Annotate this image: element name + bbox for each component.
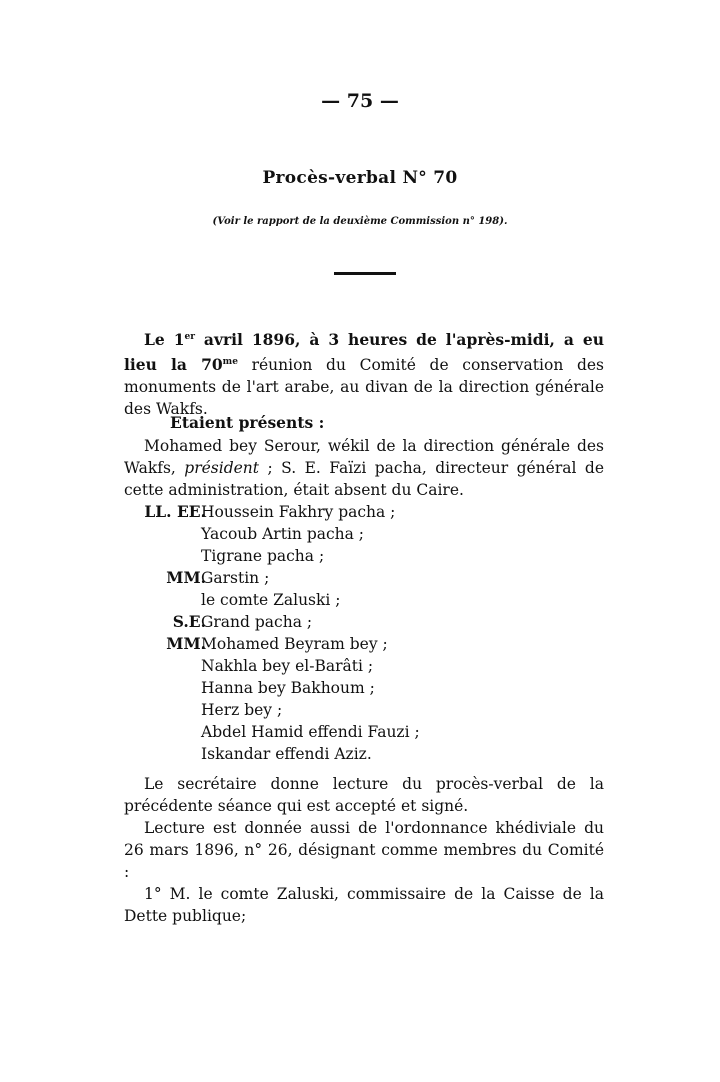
minutes-read-paragraph: Le secrétaire donne lecture du procès-verbal de la précédente séance qui est accepté et signé. bbox=[124, 775, 604, 815]
opening-paragraph-block bbox=[124, 326, 604, 420]
attendee-row bbox=[124, 589, 604, 611]
president-paragraph-block bbox=[124, 435, 604, 501]
opening-paragraph bbox=[124, 326, 604, 420]
attendee-list bbox=[124, 501, 604, 765]
attendee-row bbox=[124, 743, 604, 765]
attendee-name: Herz bey ; bbox=[201, 701, 283, 719]
attendee-honorific: MM. bbox=[166, 634, 206, 653]
proceedings-block bbox=[124, 773, 604, 927]
ordinance-paragraph: Lecture est donnée aussi de l'ordonnance khédiviale du 26 mars 1896, n° 26, désignant comme membres du Comité : bbox=[124, 819, 604, 881]
attendee-name: Abdel Hamid effendi Fauzi ; bbox=[201, 723, 420, 741]
attendee-name: Hanna bey Bakhoum ; bbox=[201, 679, 375, 697]
section-divider-rule bbox=[334, 272, 396, 275]
document-title: Procès-verbal N° 70 bbox=[262, 168, 458, 188]
attendee-name: Garstin ; bbox=[201, 569, 270, 587]
president-line: Mohamed bey Serour, wékil de la direction générale des Wakfs, bbox=[124, 437, 604, 477]
opening-text-end: réunion du Comité de conservation des monuments de l'art arabe, au divan de la direction générale des Wakfs. bbox=[124, 356, 605, 418]
attendance-heading: Etaient présents : bbox=[170, 413, 325, 432]
attendee-row bbox=[124, 655, 604, 677]
member-item-1: 1° M. le comte Zaluski, commissaire de la Caisse de la Dette publique; bbox=[124, 885, 604, 925]
attendee-name: Iskandar effendi Aziz. bbox=[201, 745, 372, 763]
attendee-row bbox=[124, 699, 604, 721]
attendee-row bbox=[124, 677, 604, 699]
opening-text-start: Le 1 bbox=[144, 330, 185, 349]
attendee-row bbox=[124, 545, 604, 567]
attendee-name: le comte Zaluski ; bbox=[201, 591, 341, 609]
president-label: président bbox=[184, 459, 260, 477]
ordinal-superscript-me: me bbox=[222, 357, 238, 367]
attendee-name: Mohamed Beyram bey ; bbox=[201, 635, 388, 653]
attendee-name: Tigrane pacha ; bbox=[201, 547, 325, 565]
attendee-name: Grand pacha ; bbox=[201, 613, 313, 631]
attendee-honorific: S.E. bbox=[172, 612, 206, 631]
ordinal-superscript-er: er bbox=[184, 332, 195, 342]
attendee-row bbox=[124, 523, 604, 545]
attendee-row bbox=[124, 633, 604, 655]
attendee-name: Houssein Fakhry pacha ; bbox=[201, 503, 396, 521]
attendee-row bbox=[124, 721, 604, 743]
attendee-honorific: LL. EE. bbox=[144, 502, 206, 521]
president-rest: ; S. E. Faïzi pacha, directeur général de cette administration, était absent du Caire. bbox=[124, 459, 604, 499]
attendee-name: Nakhla bey el-Barâti ; bbox=[201, 657, 374, 675]
attendee-row bbox=[124, 567, 604, 589]
attendee-honorific: MM. bbox=[166, 568, 206, 587]
attendee-row bbox=[124, 611, 604, 633]
document-subtitle-reference: (Voir le rapport de la deuxième Commission n° 198). bbox=[212, 216, 508, 227]
page-number: — 75 — bbox=[321, 90, 399, 112]
president-paragraph bbox=[124, 435, 604, 501]
attendee-name: Yacoub Artin pacha ; bbox=[201, 525, 365, 543]
opening-text-middle: avril 1896, à 3 heures de l'après-midi, a eu lieu la 70 bbox=[124, 330, 604, 374]
attendee-row bbox=[124, 501, 604, 523]
